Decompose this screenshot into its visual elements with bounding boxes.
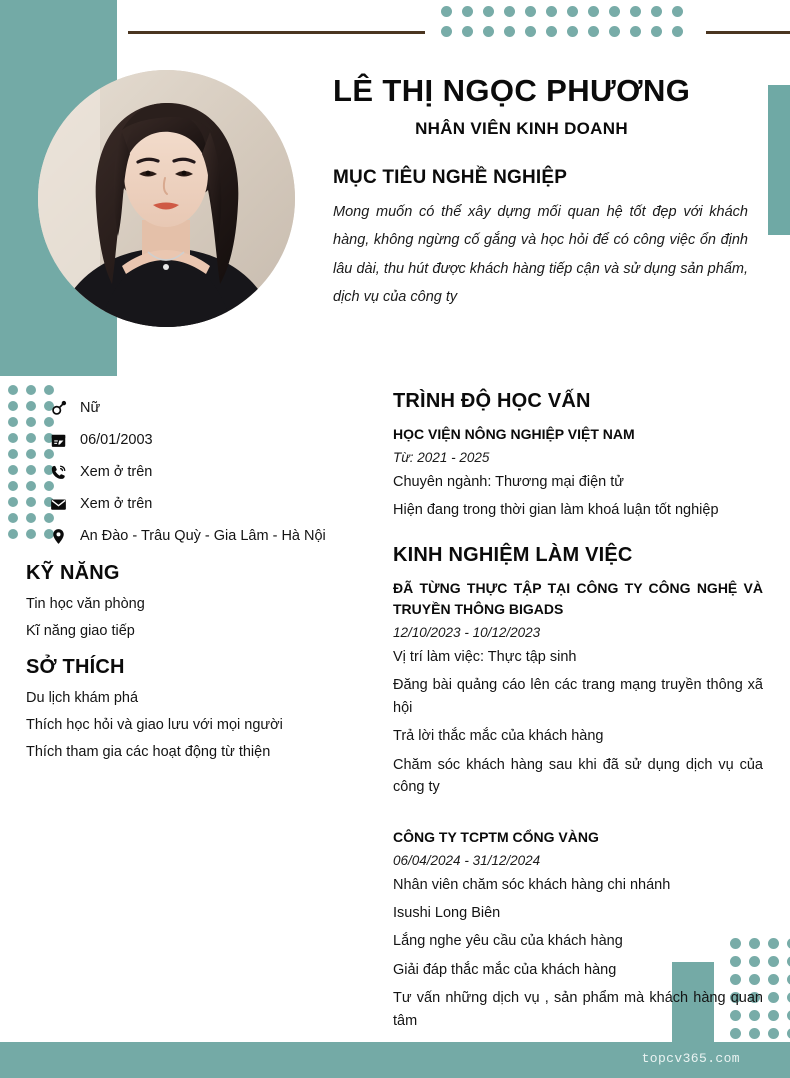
decorative-dot (768, 956, 779, 967)
objective-text: Mong muốn có thể xây dựng mối quan hệ tốt đẹp với khách hàng, không ngừng cố gắng và học hỏi để có công việc ổn định lâu dài, thu hút được khách hàng tiếp cận và sử dụng sản phẩm, dịch vụ của công ty (333, 204, 748, 305)
experience-entry (393, 827, 763, 1033)
header-block (333, 74, 758, 311)
hobby-item: Thích tham gia các hoạt động từ thiện (26, 744, 271, 760)
job-line: Isushi Long Biên (393, 904, 501, 921)
decorative-dot (462, 6, 473, 17)
decorative-dot (768, 1028, 779, 1039)
contact-value: Xem ở trên (80, 496, 153, 512)
section-spacer (26, 639, 366, 656)
decorative-dot (525, 6, 536, 17)
education-line: Hiện đang trong thời gian làm khoá luận tốt nghiệp (393, 502, 719, 519)
decorative-dot (441, 26, 452, 37)
calendar-icon (50, 432, 80, 449)
job-line: Đăng bài quảng cáo lên các trang mạng truyền thông xã hội (393, 677, 763, 716)
decorative-dot (8, 433, 18, 443)
experience-entry (393, 578, 763, 799)
job-line: Lắng nghe yêu cầu của khách hàng (393, 933, 623, 950)
footer-brand-label: topcv365.com (641, 1051, 740, 1066)
decorative-dot (26, 513, 36, 523)
job-line: Nhân viên chăm sóc khách hàng chi nhánh (393, 876, 671, 893)
hobby-item: Thích học hỏi và giao lưu với mọi người (26, 717, 283, 733)
education-school: HỌC VIỆN NÔNG NGHIỆP VIỆT NAM (393, 426, 635, 442)
decorative-dot (26, 417, 36, 427)
decorative-dot (8, 513, 18, 523)
dot-row (441, 26, 693, 37)
decorative-dot (8, 417, 18, 427)
right-teal-accent (768, 85, 790, 235)
contact-list (50, 392, 380, 552)
decorative-dot (8, 497, 18, 507)
contact-value: Nữ (80, 400, 101, 416)
skill-item: Tin học văn phòng (26, 596, 145, 612)
education-date: Từ: 2021 - 2025 (393, 449, 490, 465)
education-line: Chuyên ngành: Thương mại điện tử (393, 473, 624, 490)
decorative-dot (651, 6, 662, 17)
job-title: ĐÃ TỪNG THỰC TẬP TẠI CÔNG TY CÔNG NGHỆ VÀ TRUYỀN THÔNG BIGADS (393, 579, 763, 618)
contact-value: An Đào - Trâu Quỳ - Gia Lâm - Hà Nội (80, 528, 326, 544)
candidate-name: LÊ THỊ NGỌC PHƯƠNG (333, 73, 691, 108)
decorative-dot (26, 481, 36, 491)
decorative-dot (672, 26, 683, 37)
decorative-dot (26, 497, 36, 507)
decorative-dot (8, 401, 18, 411)
experience-heading: KINH NGHIỆM LÀM VIỆC (393, 543, 633, 566)
decorative-dot (588, 6, 599, 17)
decorative-dot (504, 26, 515, 37)
section-spacer (393, 522, 763, 544)
decorative-dot (8, 529, 18, 539)
decorative-dot (630, 6, 641, 17)
decorative-dot (768, 974, 779, 985)
decorative-dot (26, 401, 36, 411)
decorative-dot (768, 992, 779, 1003)
job-title: CÔNG TY TCPTM CỔNG VÀNG (393, 828, 599, 845)
decorative-dot (26, 433, 36, 443)
contact-value: Xem ở trên (80, 464, 153, 480)
hobbies-heading: SỞ THÍCH (26, 656, 125, 678)
hobby-item: Du lịch khám phá (26, 690, 139, 706)
decorative-dot (630, 26, 641, 37)
job-line: Chăm sóc khách hàng sau khi đã sử dụng dịch vụ của công ty (393, 756, 763, 796)
decorative-dot (768, 1010, 779, 1021)
decorative-dot (26, 465, 36, 475)
contact-row-birthdate (50, 424, 380, 456)
decorative-dot (441, 6, 452, 17)
entry-spacer (393, 799, 763, 816)
decorative-dot (672, 6, 683, 17)
decorative-dot (462, 26, 473, 37)
decorative-dot (651, 26, 662, 37)
decorative-dot (567, 26, 578, 37)
gender-icon (50, 400, 80, 417)
job-line: Vị trí làm việc: Thực tập sinh (393, 649, 577, 665)
top-divider-line-right (706, 31, 790, 34)
contact-row-address (50, 520, 380, 552)
decorative-dot (546, 6, 557, 17)
job-date: 12/10/2023 - 10/12/2023 (393, 625, 541, 640)
top-divider-line-left (128, 31, 425, 34)
job-date: 06/04/2024 - 31/12/2024 (393, 852, 541, 868)
left-sections (26, 562, 366, 760)
contact-row-gender (50, 392, 380, 424)
objective-heading: MỤC TIÊU NGHỀ NGHIỆP (333, 167, 568, 189)
decorative-dot (609, 26, 620, 37)
contact-value: 06/01/2003 (80, 432, 153, 448)
skills-heading: KỸ NĂNG (26, 562, 120, 584)
phone-icon (50, 464, 80, 481)
job-line: Tư vấn những dịch vụ , sản phẩm mà khách hàng quan tâm (393, 990, 763, 1029)
decorative-dot (8, 449, 18, 459)
location-pin-icon (50, 528, 80, 545)
education-heading: TRÌNH ĐỘ HỌC VẤN (393, 390, 591, 412)
right-column (393, 390, 763, 1032)
decorative-dot (26, 385, 36, 395)
contact-row-email (50, 488, 380, 520)
decorative-dot (8, 481, 18, 491)
profile-photo (38, 70, 295, 327)
decorative-dot (768, 938, 779, 949)
decorative-dot (504, 6, 515, 17)
decorative-dot (26, 449, 36, 459)
candidate-role: NHÂN VIÊN KINH DOANH (415, 119, 628, 139)
decorative-dot (609, 6, 620, 17)
decorative-dot (8, 385, 18, 395)
job-line: Trả lời thắc mắc của khách hàng (393, 728, 604, 745)
profile-photo-illustration (38, 70, 295, 327)
dot-grid-top (441, 6, 693, 46)
skill-item: Kĩ năng giao tiếp (26, 623, 135, 639)
decorative-dot (588, 26, 599, 37)
decorative-dot (525, 26, 536, 37)
decorative-dot (483, 26, 494, 37)
dot-row (441, 6, 693, 17)
decorative-dot (8, 465, 18, 475)
decorative-dot (483, 6, 494, 17)
decorative-dot (546, 26, 557, 37)
contact-row-phone (50, 456, 380, 488)
decorative-dot (567, 6, 578, 17)
decorative-dot (26, 529, 36, 539)
email-icon (50, 496, 80, 513)
job-line: Giải đáp thắc mắc của khách hàng (393, 961, 617, 978)
